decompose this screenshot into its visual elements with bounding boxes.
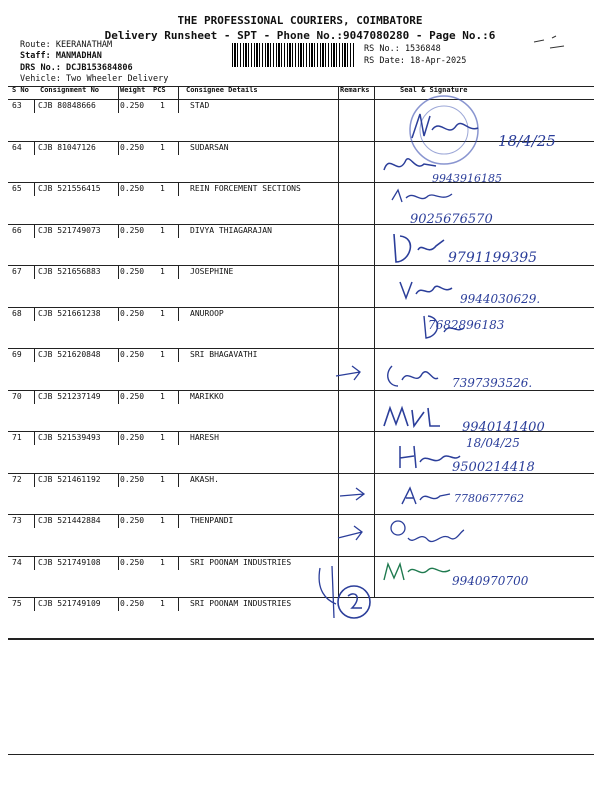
row-consignment: CJB 521749109 [38, 599, 101, 608]
table-row-border [8, 224, 594, 225]
divider [178, 86, 179, 99]
cell-divider [118, 514, 119, 528]
row-sno: 73 [12, 516, 22, 525]
table-row-border [8, 597, 594, 598]
table-row-border [8, 639, 594, 640]
rs-date: RS Date: 18-Apr-2025 [364, 56, 467, 66]
cell-divider [178, 348, 179, 362]
cell-divider [178, 556, 179, 570]
row-consignee: SRI BHAGAVATHI [190, 350, 258, 359]
divider [118, 86, 119, 99]
remarks-divider [338, 86, 339, 598]
signature-phone-r74: 9940970700 [452, 574, 529, 588]
signature-scribble [382, 360, 442, 392]
row-weight: 0.250 [120, 226, 145, 235]
row-pcs: 1 [160, 143, 165, 152]
signature-phone-r72: 7780677762 [454, 492, 524, 505]
row-weight: 0.250 [120, 516, 145, 525]
row-consignee: SRI POONAM INDUSTRIES [190, 558, 292, 567]
signature-scribble [380, 560, 460, 586]
arrow-mark [336, 524, 368, 544]
signature-phone-r63: 18/4/25 [498, 132, 556, 150]
row-sno: 68 [12, 309, 22, 318]
row-consignment: CJB 81047126 [38, 143, 96, 152]
row-sno: 63 [12, 101, 22, 110]
cell-divider [118, 390, 119, 404]
row-consignment: CJB 521556415 [38, 184, 101, 193]
row-consignee: STAD [190, 101, 210, 110]
cell-divider [34, 597, 35, 611]
row-sno: 72 [12, 475, 22, 484]
row-pcs: 1 [160, 184, 165, 193]
row-consignee: HARESH [190, 433, 219, 442]
cell-divider [118, 556, 119, 570]
row-sno: 64 [12, 143, 22, 152]
row-weight: 0.250 [120, 143, 145, 152]
cell-divider [118, 348, 119, 362]
arrow-mark [338, 484, 370, 504]
row-consignee: MARIKKO [190, 392, 224, 401]
row-consignment: CJB 521749108 [38, 558, 101, 567]
signature-phone-r70b: 18/04/25 [466, 436, 520, 450]
row-consignee: JOSEPHINE [190, 267, 234, 276]
row-sno: 67 [12, 267, 22, 276]
table-row-border [8, 348, 594, 349]
col-consignee: Consignee Details [186, 86, 258, 94]
signature-phone-r65: 9025676570 [410, 212, 493, 227]
row-pcs: 1 [160, 558, 165, 567]
cell-divider [118, 473, 119, 487]
cell-divider [178, 265, 179, 279]
row-pcs: 1 [160, 309, 165, 318]
cell-divider [178, 473, 179, 487]
row-consignment: CJB 521656883 [38, 267, 101, 276]
cell-divider [118, 141, 119, 155]
cell-divider [34, 182, 35, 196]
row-consignment: CJB 521620848 [38, 350, 101, 359]
col-weight: Weight [120, 86, 146, 94]
row-weight: 0.250 [120, 475, 145, 484]
cell-divider [178, 182, 179, 196]
signature-phone-r67: 9944030629. [460, 292, 541, 306]
cell-divider [178, 514, 179, 528]
row-sno: 70 [12, 392, 22, 401]
row-consignee: REIN FORCEMENT SECTIONS [190, 184, 301, 193]
signature-scribble [420, 312, 480, 342]
row-weight: 0.250 [120, 101, 145, 110]
cell-divider [34, 99, 35, 113]
cell-divider [178, 390, 179, 404]
row-sno: 74 [12, 558, 22, 567]
table-row-border [8, 514, 594, 515]
runsheet-subtitle: Delivery Runsheet - SPT - Phone No.:9047080280 - Page No.:6 [104, 29, 496, 42]
arrow-mark [334, 362, 366, 384]
col-seal-signature: Seal & Signature [400, 86, 468, 94]
cell-divider [178, 597, 179, 611]
cell-divider [34, 390, 35, 404]
table-header-border [8, 99, 594, 100]
cell-divider [118, 307, 119, 321]
cell-divider [118, 224, 119, 238]
signature-phone-r68: 7682896183 [428, 318, 505, 332]
staff-label: Staff: MANMADHAN [20, 51, 102, 61]
row-consignee: THENPANDI [190, 516, 234, 525]
row-pcs: 1 [160, 267, 165, 276]
cell-divider [34, 514, 35, 528]
row-pcs: 1 [160, 392, 165, 401]
col-consignment: Consignment No [40, 86, 100, 94]
cell-divider [178, 99, 179, 113]
row-consignee: SRI POONAM INDUSTRIES [190, 599, 292, 608]
row-consignment: CJB 80848666 [38, 101, 96, 110]
table-row-border [8, 638, 594, 639]
cell-divider [118, 99, 119, 113]
cell-divider [118, 182, 119, 196]
col-remarks: Remarks [340, 86, 370, 94]
row-consignment: CJB 521539493 [38, 433, 101, 442]
row-consignee: ANUROOP [190, 309, 224, 318]
row-consignee: DIVYA THIAGARAJAN [190, 226, 272, 235]
row-pcs: 1 [160, 433, 165, 442]
cell-divider [34, 141, 35, 155]
row-consignment: CJB 521442884 [38, 516, 101, 525]
drs-label: DRS No.: DCJB153684806 [20, 63, 133, 73]
row-sno: 65 [12, 184, 22, 193]
row-pcs: 1 [160, 350, 165, 359]
row-weight: 0.250 [120, 184, 145, 193]
table-bottom-border [8, 754, 594, 755]
vehicle-label: Vehicle: Two Wheeler Delivery [20, 74, 169, 84]
row-sno: 66 [12, 226, 22, 235]
row-pcs: 1 [160, 101, 165, 110]
signature-phone-r66: 9791199395 [448, 250, 538, 266]
signature-scribble [394, 442, 464, 472]
signature-scribble [388, 228, 448, 268]
cell-divider [34, 431, 35, 445]
row-weight: 0.250 [120, 309, 145, 318]
row-consignment: CJB 521661238 [38, 309, 101, 318]
cell-divider [34, 473, 35, 487]
col-pcs: PCS [153, 86, 166, 94]
hand-drawn-marks [306, 560, 376, 624]
cell-divider [34, 348, 35, 362]
table-row-border [8, 307, 594, 308]
col-sno: S No [12, 86, 29, 94]
row-consignment: CJB 521749073 [38, 226, 101, 235]
barcode [232, 43, 354, 67]
signature-scribble [388, 186, 458, 208]
cell-divider [34, 307, 35, 321]
row-sno: 69 [12, 350, 22, 359]
cell-divider [118, 597, 119, 611]
row-weight: 0.250 [120, 350, 145, 359]
pen-mark [530, 32, 570, 52]
row-consignment: CJB 521237149 [38, 392, 101, 401]
cell-divider [178, 224, 179, 238]
signature-scribble [398, 484, 458, 508]
signature-scribble [386, 516, 466, 550]
table-row-border [8, 556, 594, 557]
signature-scribble [396, 274, 456, 302]
row-pcs: 1 [160, 516, 165, 525]
route-label: Route: KEERANATHAM [20, 40, 113, 50]
cell-divider [178, 431, 179, 445]
signature-phone-r69: 7397393526. [452, 376, 533, 390]
cell-divider [118, 431, 119, 445]
rs-number: RS No.: 1536848 [364, 44, 441, 54]
cell-divider [118, 265, 119, 279]
signature-divider [374, 86, 375, 598]
row-consignee: SUDARSAN [190, 143, 229, 152]
signature-phone-r64: 9943916185 [432, 172, 502, 185]
signature-phone-r71: 9500214418 [452, 460, 535, 475]
row-sno: 75 [12, 599, 22, 608]
cell-divider [178, 307, 179, 321]
cell-divider [34, 265, 35, 279]
signature-phone-r70: 9940141400 [462, 420, 545, 435]
company-title: THE PROFESSIONAL COURIERS, COIMBATORE [177, 14, 423, 27]
table-row-border [8, 390, 594, 391]
signature-scribble [408, 108, 488, 148]
row-pcs: 1 [160, 475, 165, 484]
signature-scribble [380, 402, 460, 432]
row-weight: 0.250 [120, 599, 145, 608]
signature-scribble [380, 150, 440, 180]
row-pcs: 1 [160, 599, 165, 608]
row-consignment: CJB 521461192 [38, 475, 101, 484]
row-weight: 0.250 [120, 392, 145, 401]
row-weight: 0.250 [120, 433, 145, 442]
row-sno: 71 [12, 433, 22, 442]
cell-divider [34, 556, 35, 570]
cell-divider [178, 141, 179, 155]
table-row-border [8, 182, 594, 183]
row-weight: 0.250 [120, 558, 145, 567]
cell-divider [34, 224, 35, 238]
row-consignee: AKASH. [190, 475, 219, 484]
row-weight: 0.250 [120, 267, 145, 276]
row-pcs: 1 [160, 226, 165, 235]
